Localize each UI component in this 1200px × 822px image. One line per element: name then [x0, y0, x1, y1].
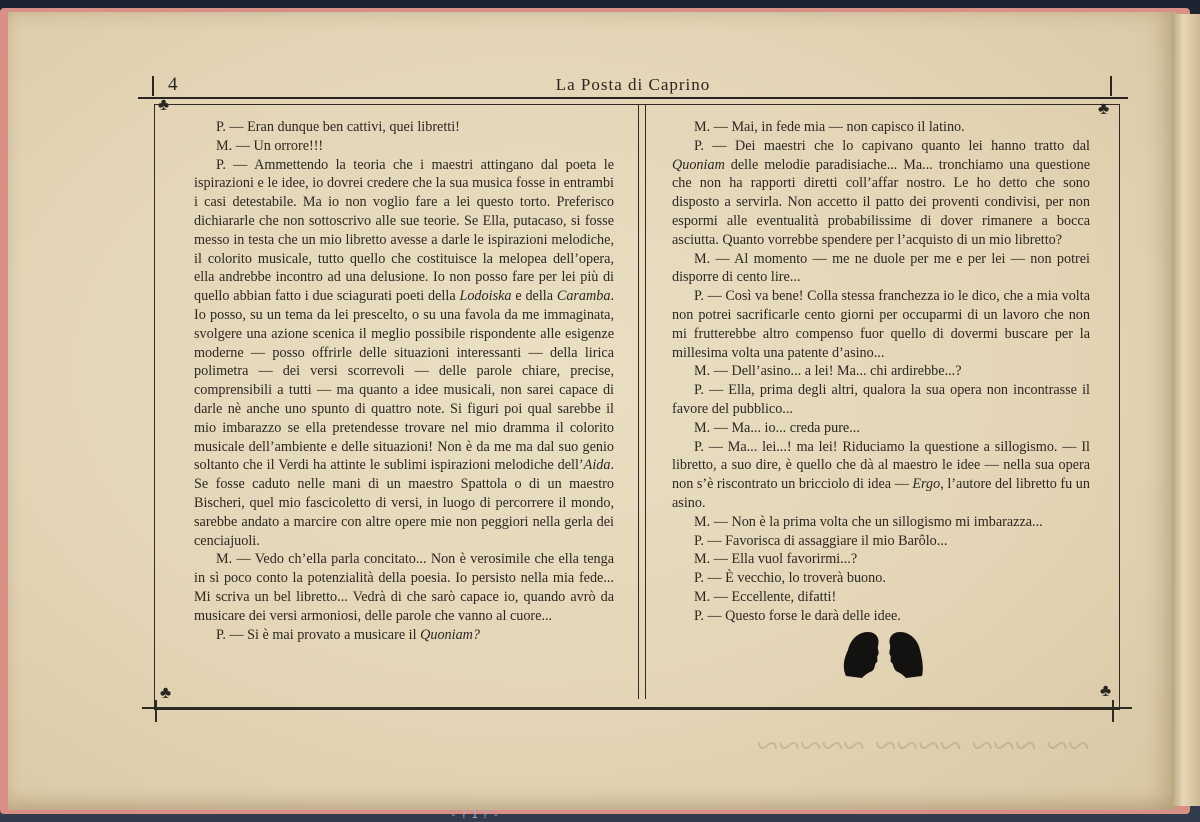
- paragraph-text: P. — Ammettendo la teoria che i maestri attingano dal poeta le ispirazioni e le idee, io dovrei credere che la sua musica fosse in entrambi i casi detestabile. Ma io non voglio fare a lei questo torto. Preferisco dichiararle che non sottoscrivo alle sue teorie. Se Ella, putacaso, si fosse messo in testa che un mio libretto avesse a darle le ispirazioni melodiche, il colorito musicale, tutto quello che costituisce la melopea dell’opera, ella andrebbe incontro ad una delusione. Io non posso fare per lei più di quello abbian fatto i due sciagurati poeti della: [194, 156, 614, 305]
- italic-title: Caramba: [556, 288, 611, 305]
- paragraph-text: delle melodie paradisiache... Ma... tronchiamo una questione che non ha rapporti diretti coll’affar nostro. Le ho detto che sono disposto a servirla. Non accetto il patto dei proventi condivisi, per non espormi alle eventualità probabilissime di dover rimanere a bocca asciutta. Quanto vorrebbe spendere per l’acquisto di un mio libretto?: [672, 156, 1090, 248]
- paragraph-text: P. — Eran dunque ben cattivi, quei libretti!: [216, 119, 460, 135]
- paragraph-text: M. — Mai, in fede mia — non capisco il latino.: [694, 119, 965, 135]
- dialogue-paragraph: [194, 137, 614, 156]
- dialogue-paragraph: [672, 137, 1090, 250]
- header-rule: [138, 97, 1128, 99]
- dialogue-paragraph: [672, 250, 1090, 288]
- dialogue-paragraph: [672, 118, 1090, 137]
- dialogue-paragraph: [672, 588, 1090, 607]
- paragraph-text: P. — Ma... lei...! ma lei! Riduciamo la questione a sillogismo. — Il libretto, a suo dire, è quello che dà al maestro le idee — nella sua opera non s’è riscontrato un bricciolo di idea —: [672, 438, 1090, 493]
- paragraph-text: P. — Favorisca di assaggiare il mio Barôlo...: [694, 532, 948, 549]
- page-number: 4: [168, 74, 178, 95]
- italic-title: Quoniam?: [420, 626, 481, 643]
- right-column: [672, 118, 1090, 626]
- silhouette-portraits: [840, 628, 926, 678]
- paragraph-text: M. — Eccellente, difatti!: [694, 588, 837, 605]
- paragraph-text: P. — Dei maestri che lo capivano quanto lei hanno tratto dal: [694, 137, 1090, 154]
- paragraph-text: M. — Vedo ch’ella parla concitato... Non è verosimile che ella tenga in sì poco conto la potenzialità della poesia. Io persisto nella mia fede... Mi scriva un bel libretto... Vedrà di che sarò capace io, quando avrò da musicare dei versi armoniosi, delle parole che vanno al cuore...: [194, 551, 614, 624]
- paragraph-text: M. — Ella vuol favorirmi...?: [694, 551, 858, 568]
- paragraph-text: P. — Così va bene! Colla stessa franchezza io le dico, che a mia volta non potrei sacrificarle cento giorni per occuparmi di un lavoro che non mi frutterebbe altro compenso fuor quello di dovermi buscare per la millesima volta una patente d’asino...: [672, 288, 1090, 361]
- dialogue-paragraph: [672, 381, 1090, 419]
- column-rule-left: [638, 104, 639, 699]
- italic-title: Ergo: [912, 476, 941, 493]
- scan-bottom-label: -?1?-: [450, 808, 504, 821]
- footer-tick-right: [1112, 700, 1114, 722]
- paragraph-text: M. — Al momento — me ne duole per me e per lei — non potrei disporre di cento lire...: [672, 250, 1090, 286]
- paragraph-text: M. — Non è la prima volta che un sillogismo mi imbarazza...: [694, 513, 1043, 530]
- column-rule-right: [645, 104, 646, 699]
- paragraph-text: M. — Ma... io... creda pure...: [694, 419, 860, 436]
- paragraph-text: M. — Un orrore!!!: [216, 137, 324, 154]
- silhouette-right-head: [889, 632, 923, 678]
- corner-ornament-bottom-left: ♣: [160, 683, 172, 702]
- italic-title: Quoniam: [672, 156, 725, 173]
- next-page-edge: [1172, 14, 1200, 806]
- header-tick-right: [1110, 76, 1112, 96]
- italic-title: Aida: [583, 457, 611, 474]
- paragraph-text: P. — Si è mai provato a musicare il: [216, 626, 421, 643]
- dialogue-paragraph: [672, 438, 1090, 513]
- running-header: [148, 74, 1118, 98]
- dialogue-paragraph: [194, 118, 614, 137]
- paragraph-text: , l’autore del libretto fu un asino.: [672, 476, 1090, 511]
- dialogue-paragraph: [672, 550, 1090, 569]
- dialogue-paragraph: [672, 569, 1090, 588]
- corner-ornament-top-left: ♣: [158, 95, 170, 114]
- dialogue-paragraph: [194, 550, 614, 625]
- paragraph-text: P. — È vecchio, lo troverà buono.: [694, 570, 886, 587]
- footer-rule: [142, 707, 1132, 709]
- dialogue-paragraph: [672, 287, 1090, 362]
- paragraph-text: . Io posso, su un tema da lei prescelto, o su una favola da me immaginata, svolgere una azione scenica il meglio possibile rispondente alle esigenze moderne — posso offrirle delle situazioni interessanti — della lirica polimetra — dei versi scorrevoli — delle parole chiare, precise, comprensibili a tutti — ma quanto a idee musicali, non sarei capace di darle nè anche uno spunto di quattro note. Si figuri poi qual sarebbe il mio imbarazzo se ella pretendesse trovare nel mio dramma il colorito musicale dell’ambiente e delle situazioni! Non è da me ma dal suo genio soltanto che il Verdi ha attinte le sublimi ispirazioni melodiche dell’: [194, 288, 615, 474]
- dialogue-paragraph: [672, 362, 1090, 381]
- paragraph-text: . Se fosse caduto nelle mani di un maestro Spattola o di un maestro Bischeri, quel mio fascicoletto di versi, in luogo di percorrere il mondo, sarebbe andato a marcire con altre opere mie non peggiori nella gerla dei cenciajuoli.: [194, 457, 614, 549]
- paragraph-text: M. — Dell’asino... a lei! Ma... chi ardirebbe...?: [694, 363, 962, 380]
- paragraph-text: P. — Questo forse le darà delle idee.: [694, 607, 901, 624]
- italic-title: Lodoiska: [459, 288, 512, 305]
- left-column: [194, 118, 614, 644]
- silhouette-left-head: [844, 632, 879, 678]
- paragraph-text: e della: [511, 288, 557, 305]
- dialogue-paragraph: [194, 626, 614, 645]
- paragraph-text: P. — Ella, prima degli altri, qualora la sua opera non incontrasse il favore del pubblico...: [672, 382, 1090, 417]
- dialogue-paragraph: [672, 607, 1090, 626]
- bleed-through-handwriting: ~~ ~~~ ~~~~ ~~~~~: [757, 723, 1090, 768]
- dialogue-paragraph: [194, 156, 614, 551]
- dialogue-paragraph: [672, 419, 1090, 438]
- corner-ornament-bottom-right: ♣: [1100, 681, 1112, 700]
- journal-title: La Posta di Caprino: [555, 75, 711, 94]
- footer-tick-left: [155, 700, 157, 722]
- dialogue-paragraph: [672, 532, 1090, 551]
- corner-ornament-top-right: ♣: [1098, 99, 1110, 118]
- dialogue-paragraph: [672, 513, 1090, 532]
